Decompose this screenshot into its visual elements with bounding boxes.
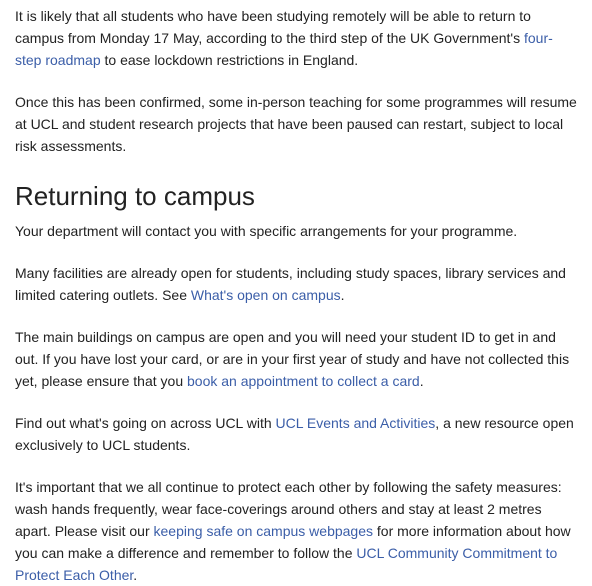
book-card-appointment-link[interactable]: book an appointment to collect a card — [187, 373, 420, 389]
buildings-text: The main buildings on campus are open and you will need your student ID to get in and out. If you have lost your card, or are in your first year of study and have not collected this yet, please ensure that you — [15, 329, 570, 389]
community-commitment-link[interactable]: UCL Community Commitment to Protect Each Other — [15, 545, 558, 583]
facilities-text: Many facilities are already open for students, including study spaces, library services and limited catering outlets. See — [15, 265, 566, 303]
events-paragraph — [15, 412, 578, 456]
section-heading: Returning to campus — [15, 181, 255, 211]
safety-text-middle: for more information about how you can make a difference and remember to follow the — [15, 523, 571, 561]
events-text: Find out what's going on across UCL with — [15, 415, 276, 431]
safety-paragraph — [15, 476, 578, 586]
intro-text-end: to ease lockdown restrictions in England. — [100, 52, 359, 68]
confirmation-paragraph: Once this has been confirmed, some in-person teaching for some programmes will resume at UCL and student research projects that have been paused can restart, subject to local risk assessments. — [15, 94, 577, 154]
intro-paragraph — [15, 0, 578, 71]
department-paragraph: Your department will contact you with specific arrangements for your programme. — [15, 223, 518, 239]
facilities-paragraph — [15, 262, 578, 306]
safety-text-end: . — [133, 567, 138, 583]
facilities-text-end: . — [340, 287, 345, 303]
keeping-safe-link[interactable]: keeping safe on campus webpages — [153, 523, 373, 539]
safety-text: It's important that we all continue to protect each other by following the safety measures: wash hands frequently, wear face-coverings around others and stay at least 2 metres apart. Please visit our — [15, 479, 562, 539]
four-step-roadmap-link[interactable]: four-step roadmap — [15, 30, 553, 68]
buildings-paragraph — [15, 326, 578, 392]
events-text-end: , a new resource open exclusively to UCL students. — [15, 415, 574, 453]
whats-open-link[interactable]: What's open on campus — [190, 287, 341, 303]
ucl-events-link[interactable]: UCL Events and Activities — [275, 415, 436, 431]
buildings-text-end: . — [419, 373, 424, 389]
intro-text: It is likely that all students who have been studying remotely will be able to return to campus from Monday 17 May, according to the third step of the UK Government's — [15, 8, 531, 46]
